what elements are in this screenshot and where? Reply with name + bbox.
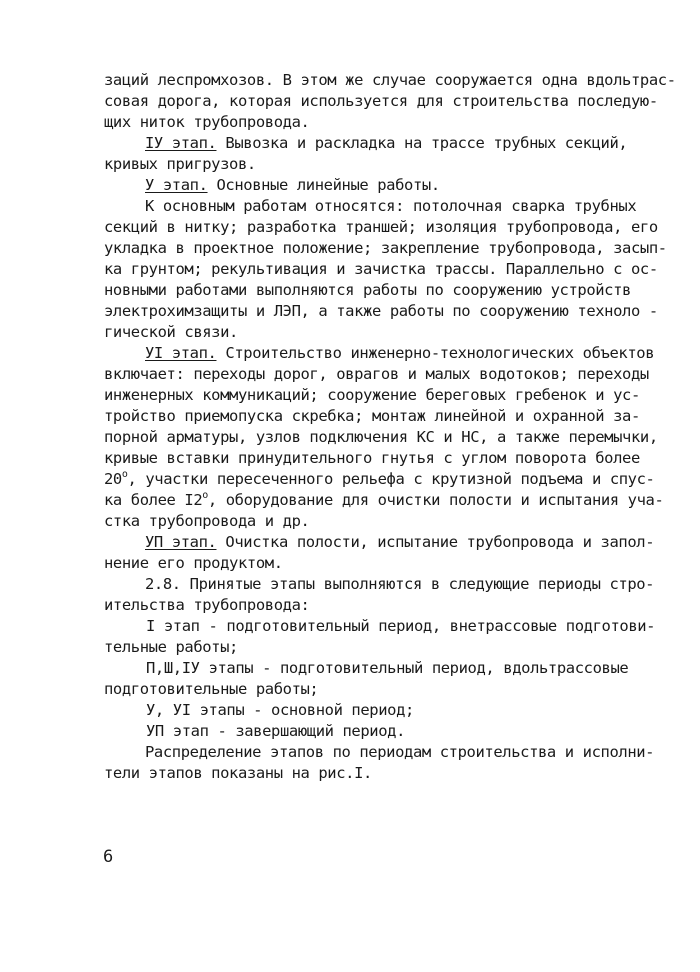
stage-heading: У этап.	[145, 176, 208, 194]
text-line	[104, 490, 663, 510]
text-line: совая дорога, которая используется для строительства последую-	[104, 92, 658, 110]
period-item: П,Ш,IУ этапы - подготовительный период, вдольтрассовые	[146, 659, 629, 677]
stage-7-paragraph	[145, 532, 654, 552]
degree-mark: о	[121, 469, 128, 480]
text-run: , оборудование для очистки полости и испытания уча-	[207, 491, 664, 509]
period-item: УП этап - завершающий период.	[146, 722, 406, 740]
text-line: ка грунтом; рекультивация и зачистка трассы. Параллельно с ос-	[104, 260, 658, 278]
text-line: подготовительные работы;	[104, 680, 319, 698]
text-line: включает: переходы дорог, оврагов и малых водотоков; переходы	[104, 365, 649, 383]
text-line: щих ниток трубопровода.	[104, 113, 310, 131]
text-line: тройство приемопуска скребка; монтаж линейной и охранной за-	[104, 407, 640, 425]
stage-heading: УI этап.	[145, 344, 217, 362]
text-line: инженерных коммуникаций; сооружение береговых гребенок и ус-	[104, 386, 640, 404]
text-line: электрохимзащиты и ЛЭП, а также работы по сооружению техноло -	[104, 302, 658, 320]
text-line	[104, 469, 654, 489]
stage-heading: УП этап.	[145, 533, 217, 551]
text-line: тели этапов показаны на рис.I.	[104, 764, 372, 782]
text-line: стка трубопровода и др.	[104, 512, 310, 530]
text-line: нение его продуктом.	[104, 554, 283, 572]
text-line: укладка в проектное положение; закрепление трубопровода, засып-	[104, 239, 667, 257]
text-line: заций леспромхозов. В этом же случае сооружается одна вдольтрас-	[104, 71, 676, 89]
stage-6-paragraph	[145, 343, 654, 363]
text-line: кривых пригрузов.	[104, 155, 256, 173]
page-number: 6	[103, 847, 114, 867]
text-run: 20	[104, 470, 122, 488]
text-line: гической связи.	[104, 323, 238, 341]
text-run: , участки пересеченного рельефа с крутизной подъема и спус-	[127, 470, 655, 488]
text-run: Вывозка и раскладка на трассе трубных секций,	[216, 134, 628, 152]
text-line: Распределение этапов по периодам строительства и исполни-	[145, 743, 655, 761]
period-item: I этап - подготовительный период, внетрассовые подготови-	[146, 617, 656, 635]
section-2-8: 2.8. Принятые этапы выполняются в следующие периоды стро-	[145, 575, 655, 593]
text-line: новными работами выполняются работы по сооружению устройств	[104, 281, 631, 299]
text-run: Строительство инженерно-технологических объектов	[216, 344, 655, 362]
text-line: порной арматуры, узлов подключения КС и НС, а также перемычки,	[104, 428, 658, 446]
stage-4-paragraph	[145, 133, 627, 153]
text-line: ительства трубопровода:	[104, 596, 310, 614]
text-line: кривые вставки принудительного гнутья с углом поворота более	[104, 449, 640, 467]
text-run: ка более I2	[104, 491, 203, 509]
text-line: секций в нитку; разработка траншей; изоляция трубопровода, его	[104, 218, 658, 236]
degree-mark: о	[202, 490, 208, 501]
text-line: тельные работы;	[104, 638, 238, 656]
text-line: К основным работам относятся: потолочная сварка трубных	[145, 197, 637, 215]
text-run: Очистка полости, испытание трубопровода и запол-	[216, 533, 655, 551]
text-run: Основные линейные работы.	[207, 176, 440, 194]
period-item: У, УI этапы - основной период;	[146, 701, 414, 719]
stage-heading: IУ этап.	[145, 134, 217, 152]
stage-5-paragraph	[145, 175, 440, 195]
